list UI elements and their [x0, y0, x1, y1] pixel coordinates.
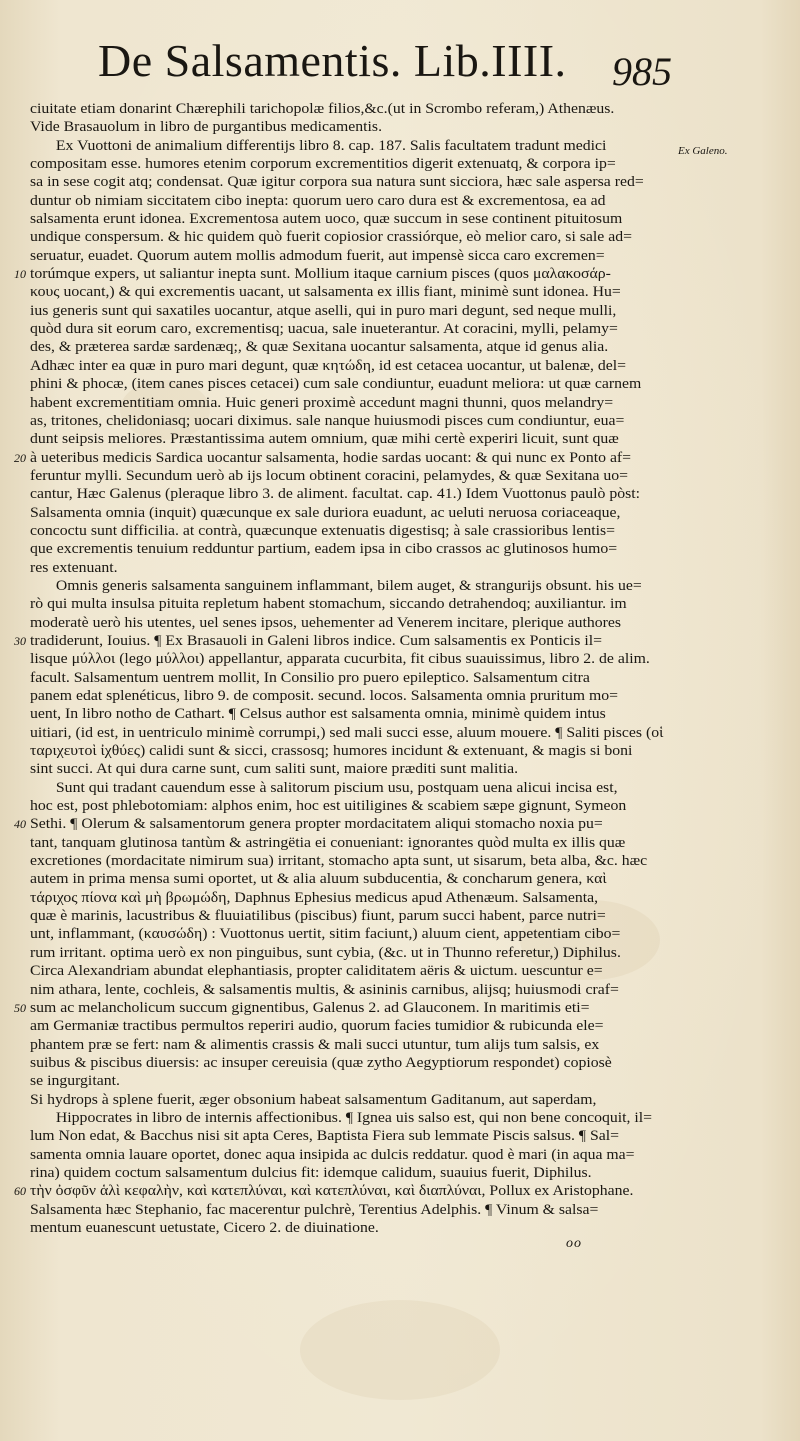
text-line: [14, 724, 694, 742]
line-text: Vide Brasauolum in libro de purgantibus medicamentis.: [30, 119, 383, 136]
text-line: [14, 577, 694, 595]
line-text: seruatur, euadet. Quorum autem mollis admodum fuerit, aut impensè sicca caro excremen=: [30, 247, 605, 264]
line-text: mentum euanescunt uetustate, Cicero 2. de diuinatione.: [30, 1219, 379, 1236]
text-line: [14, 375, 694, 393]
line-text: sint succi. At qui dura carne sunt, cum saliti sunt, maiore præditi sunt malitia.: [30, 761, 519, 778]
line-text: Omnis generis salsamenta sanguinem inflammant, bilem auget, & strangurijs obsunt. his ue=: [55, 577, 642, 594]
line-text: Circa Alexandriam abundat elephantiasis, propter caliditatem aëris & uictum. uescuntur e=: [30, 963, 603, 980]
text-line: [14, 192, 694, 210]
text-line: [14, 485, 694, 503]
text-line: [14, 1146, 694, 1164]
line-text: Si hydrops à splene fuerit, æger obsonium habeat salsamentum Gaditanum, aut saperdam,: [30, 1091, 597, 1108]
line-text: nim athara, lente, cochleis, & salsamentis multis, & asininis carnibus, alijsq; huiusmodi craf=: [30, 981, 619, 998]
text-line: [14, 1182, 694, 1200]
page-header: [0, 30, 800, 100]
text-line: [14, 614, 694, 632]
line-text: Hippocrates in libro de internis affectionibus. ¶ Ignea uis salso est, qui non bene concoquit, il=: [55, 1109, 653, 1126]
margin-line-number: 40: [14, 817, 26, 832]
line-text: compositam esse. humores etenim corporum excrementitios digerit extenuatq, & corpora ip=: [30, 156, 616, 173]
text-line: [14, 394, 694, 412]
line-text: facult. Salsamentum uentrem mollit, In Consilio pro puero epileptico. Salsamentum citra: [30, 669, 590, 686]
line-text: quòd dura sit eorum caro, excrementisq; uacua, sale inueterantur. At coracini, mylli, pelamy=: [30, 321, 618, 338]
line-text: κους uocant,) & qui excrementis uacant, ut salsamenta ex illis fiant, minimè sunt idonea. Hu=: [30, 284, 621, 301]
text-line: [14, 1072, 694, 1090]
text-line: [14, 430, 694, 448]
text-line: [14, 504, 694, 522]
text-line: [14, 1017, 694, 1035]
text-line: [14, 338, 694, 356]
text-line: [14, 1127, 694, 1145]
line-text: Salsamenta omnia (inquit) quæcunque ex sale duriora euadunt, ac ueluti neruosa coriaceaque,: [30, 504, 621, 521]
line-text: as, tritones, chelidoniasq; uocari diximus. sale nanque huiusmodi pisces cum condiuntur, eua=: [30, 412, 625, 429]
line-text: phantem præ se fert: nam & alimentis crassis & mali succi utuntur, tum alijs tum salsis, ex: [30, 1036, 600, 1053]
marginal-note: Ex Galeno.: [678, 145, 728, 157]
line-text: τὴν ὀσφῦν ἁλὶ κεφαλὴν, καὶ κατεπλύναι, καὶ κατεπλύναι, καὶ διαπλύναι, Pollux ex Aristophane.: [30, 1183, 634, 1200]
text-line: [14, 467, 694, 485]
text-line: [14, 155, 694, 173]
text-line: [14, 834, 694, 852]
text-line: [14, 999, 694, 1017]
text-line: [14, 173, 694, 191]
line-text: ταριχευτοὶ ἰχθύες) calidi sunt & sicci, crassosq; humores incidunt & extenuant, & magis si boni: [30, 743, 633, 760]
text-line: [14, 100, 694, 118]
line-text: torúmque expers, ut saliantur inepta sunt. Mollium itaque carnium pisces (quos μαλακοσάρ-: [30, 266, 611, 283]
text-line: [14, 632, 694, 650]
line-text: Sethi. ¶ Olerum & salsamentorum genera propter mordacitatem aliqui stomacho noxia pu=: [30, 816, 603, 833]
text-line: [14, 962, 694, 980]
text-line: [14, 118, 694, 136]
margin-line-number: 50: [14, 1000, 26, 1015]
text-line: [14, 320, 694, 338]
margin-line-number: 10: [14, 267, 26, 282]
text-line: [14, 1036, 694, 1054]
text-line: [14, 522, 694, 540]
text-line: [14, 210, 694, 228]
margin-line-number: 20: [14, 450, 26, 465]
text-line: [14, 870, 694, 888]
line-text: uent, In libro notho de Cathart. ¶ Celsus author est salsamenta omnia, minimè quidem intus: [30, 706, 606, 723]
line-text: dunt seipsis meliores. Præstantissima autem omnium, quæ mihi certè experiri licuit, sunt quæ: [30, 431, 619, 448]
line-text: tradiderunt, Iouius. ¶ Ex Brasauoli in Galeni libros indice. Cum salsamentis ex Ponticis il=: [30, 632, 602, 649]
text-line: [14, 669, 694, 687]
line-text: ciuitate etiam donarint Chærephili tarichopolæ filios,&c.(ut in Scrombo referam,) Athenæus.: [30, 101, 615, 117]
line-text: duntur ob nimiam siccitatem cibo inepta: quorum uero caro dura est & excrementosa, ea ad: [30, 192, 606, 209]
line-text: feruntur mylli. Secundum uerò ab ijs locum obtinent coracini, pelamydes, & quæ Sexitana uo=: [30, 467, 629, 484]
line-text: hoc est, post phlebotomiam: alphos enim, hoc est uitiligines & scabiem sæpe gignunt, Symeon: [30, 798, 627, 815]
text-line: [14, 760, 694, 778]
text-line: [14, 889, 694, 907]
text-line: [14, 1054, 694, 1072]
text-line: [14, 449, 694, 467]
line-text: concoctu sunt difficilia. at contrà, quæcunque extenuatis digestisq; à sale crassioribus lentis=: [30, 522, 616, 539]
text-line: [14, 687, 694, 705]
line-text: excretiones (mordacitate nimirum sua) irritant, stomacho apta sunt, ut sisarum, beta alba, &c. hæc: [30, 853, 648, 870]
text-line: [14, 815, 694, 833]
line-text: suibus & piscibus diuersis: ac insuper cereuisia (quæ zytho Aegyptiorum respondet) copiosè: [30, 1054, 612, 1071]
text-line: [14, 559, 694, 577]
line-text: unt, inflammant, (καυσώδη) : Vuottonus uertit, sitim faciunt,) aluum cient, appetentiam cibo=: [30, 926, 621, 943]
text-line: [14, 302, 694, 320]
line-text: sa in sese cogit atq; condensat. Quæ igitur corpora sua natura sunt sicciora, hæc sale aspersa red=: [30, 174, 644, 191]
line-text: phini & phocæ, (item canes pisces cetacei) cum sale condiuntur, euadunt meliora: ut quæ carnem: [30, 376, 642, 393]
line-text: am Germaniæ tractibus permultos reperiri audio, quorum facies tumidior & rubicunda ele=: [30, 1018, 604, 1035]
running-head: De Salsamentis. Lib.IIII.: [98, 35, 567, 86]
line-text: des, & præterea sardæ sardenæq;, & quæ Sexitana uocantur salsamenta, atque id genus alia.: [30, 339, 609, 356]
text-line: [14, 1164, 694, 1182]
line-text: ius generis sunt qui saxatiles uocantur, atque aselli, qui in puro mari degunt, sed neque mulli,: [30, 302, 617, 319]
text-line: [14, 137, 694, 155]
line-text: que excrementis tenuium redduntur partium, eadem ipsa in cibo crassos ac glutinosos humo=: [30, 541, 618, 558]
line-text: Adhæc inter ea quæ in puro mari degunt, quæ κητώδη, id est cetacea uocantur, ut balenæ, del=: [30, 357, 627, 374]
line-text: τάριχος πίονα καὶ μὴ βρωμώδη, Daphnus Ephesius medicus apud Athenæum. Salsamenta,: [30, 889, 599, 906]
line-text: rò qui multa insulsa pituita repletum habent stomachum, siccando detrahendoq; auxiliantur. im: [30, 596, 627, 613]
text-line: [14, 1109, 694, 1127]
text-line: [14, 1219, 694, 1237]
line-text: cantur, Hæc Galenus (pleraque libro 3. de aliment. facultat. cap. 41.) Idem Vuottonus paulò pòst:: [30, 486, 641, 503]
margin-line-number: 60: [14, 1184, 26, 1199]
text-line: [14, 1091, 694, 1109]
line-text: quæ è marinis, lacustribus & fluuiatilibus (piscibus) fiunt, parum succi habent, parce nutri=: [30, 908, 606, 925]
page-number: 985: [612, 49, 672, 94]
line-text: autem in prima mensa sumi oportet, ut & alia aluum subducentia, & concharum genera, καὶ: [30, 871, 607, 888]
text-line: [14, 907, 694, 925]
text-line: [14, 742, 694, 760]
line-text: Salsamenta hæc Stephanio, fac macerentur pulchrè, Terentius Adelphis. ¶ Vinum & salsa=: [30, 1201, 599, 1218]
text-line: [14, 540, 694, 558]
text-line: [14, 1201, 694, 1219]
line-text: moderatè uerò his utentes, uel senes ipsos, uehementer ad Venerem incitare, plerique authores: [30, 614, 621, 631]
line-text: rum irritant. optima uerò ex non pinguibus, sunt cybia, (&c. ut in Thunno referetur,) Diphilus.: [30, 944, 621, 961]
line-text: Ex Vuottoni de animalium differentijs libro 8. cap. 187. Salis facultatem tradunt medici: [55, 137, 607, 154]
text-line: [14, 265, 694, 283]
margin-line-number: 30: [14, 633, 26, 648]
line-text: Sunt qui tradant cauendum esse à salitorum piscium usu, postquam uena alicui incisa est,: [55, 779, 618, 796]
line-text: lisque μύλλοι (lego μύλλοι) appellantur, apparata cucurbita, fit cibus suauissimus, libro 2. de alim.: [30, 651, 650, 668]
line-text: panem edat splenéticus, libro 9. de composit. secund. locos. Salsamenta omnia pruritum mo=: [30, 688, 618, 704]
line-text: tant, tanquam glutinosa tantùm & astringëtia ei conueniant: ignorantes quòd multa ex illis quæ: [30, 834, 626, 851]
text-line: [14, 228, 694, 246]
line-text: uitiari, (id est, in uentriculo minimè corrumpi,) sed mali succi esse, aluum mouere. ¶ Saliti pisces (οἱ: [30, 724, 664, 741]
text-line: [14, 412, 694, 430]
text-line: [14, 925, 694, 943]
line-text: habent excrementitiam omnia. Huic generi proximè accedunt magni thunni, quos melandry=: [30, 394, 614, 411]
text-line: [14, 981, 694, 999]
paper-stain: [300, 1300, 500, 1400]
line-text: à ueteribus medicis Sardica uocantur salsamenta, hodie sardas uocant: & qui nunc ex Ponto af=: [30, 449, 632, 466]
line-text: samenta omnia lauare oportet, donec aqua insipida ac dulcis reddatur. quod è mari (in aqua ma=: [30, 1146, 635, 1163]
text-line: [14, 650, 694, 668]
text-line: [14, 595, 694, 613]
line-text: salsamenta erunt idonea. Excrementosa autem uoco, quæ succum in sese continent pituitosum: [30, 211, 623, 228]
line-text: res extenuant.: [30, 559, 118, 576]
line-text: sum ac melancholicum succum gignentibus, Galenus 2. ad Glauconem. In maritimis eti=: [30, 999, 590, 1016]
body-text: [14, 100, 694, 1237]
text-line: [14, 357, 694, 375]
text-line: [14, 705, 694, 723]
line-text: lum Non edat, & Bacchus nisi sit apta Ceres, Baptista Fiera sub lemmate Piscis salsus. ¶ Sal=: [30, 1128, 620, 1145]
text-line: [14, 247, 694, 265]
line-text: undique conspersum. & hic quidem quò fuerit copiosior crassiórque, eò melior caro, si sale ad=: [30, 229, 632, 246]
line-text: rina) quidem coctum salsamentum dulcius fit: idemque calidum, suauius fuerit, Diphilus.: [30, 1164, 592, 1181]
text-line: [14, 944, 694, 962]
text-line: [14, 283, 694, 301]
line-text: se ingurgitant.: [30, 1073, 120, 1090]
text-line: [14, 797, 694, 815]
text-line: [14, 779, 694, 797]
text-line: [14, 852, 694, 870]
catchword: oo: [566, 1236, 582, 1251]
